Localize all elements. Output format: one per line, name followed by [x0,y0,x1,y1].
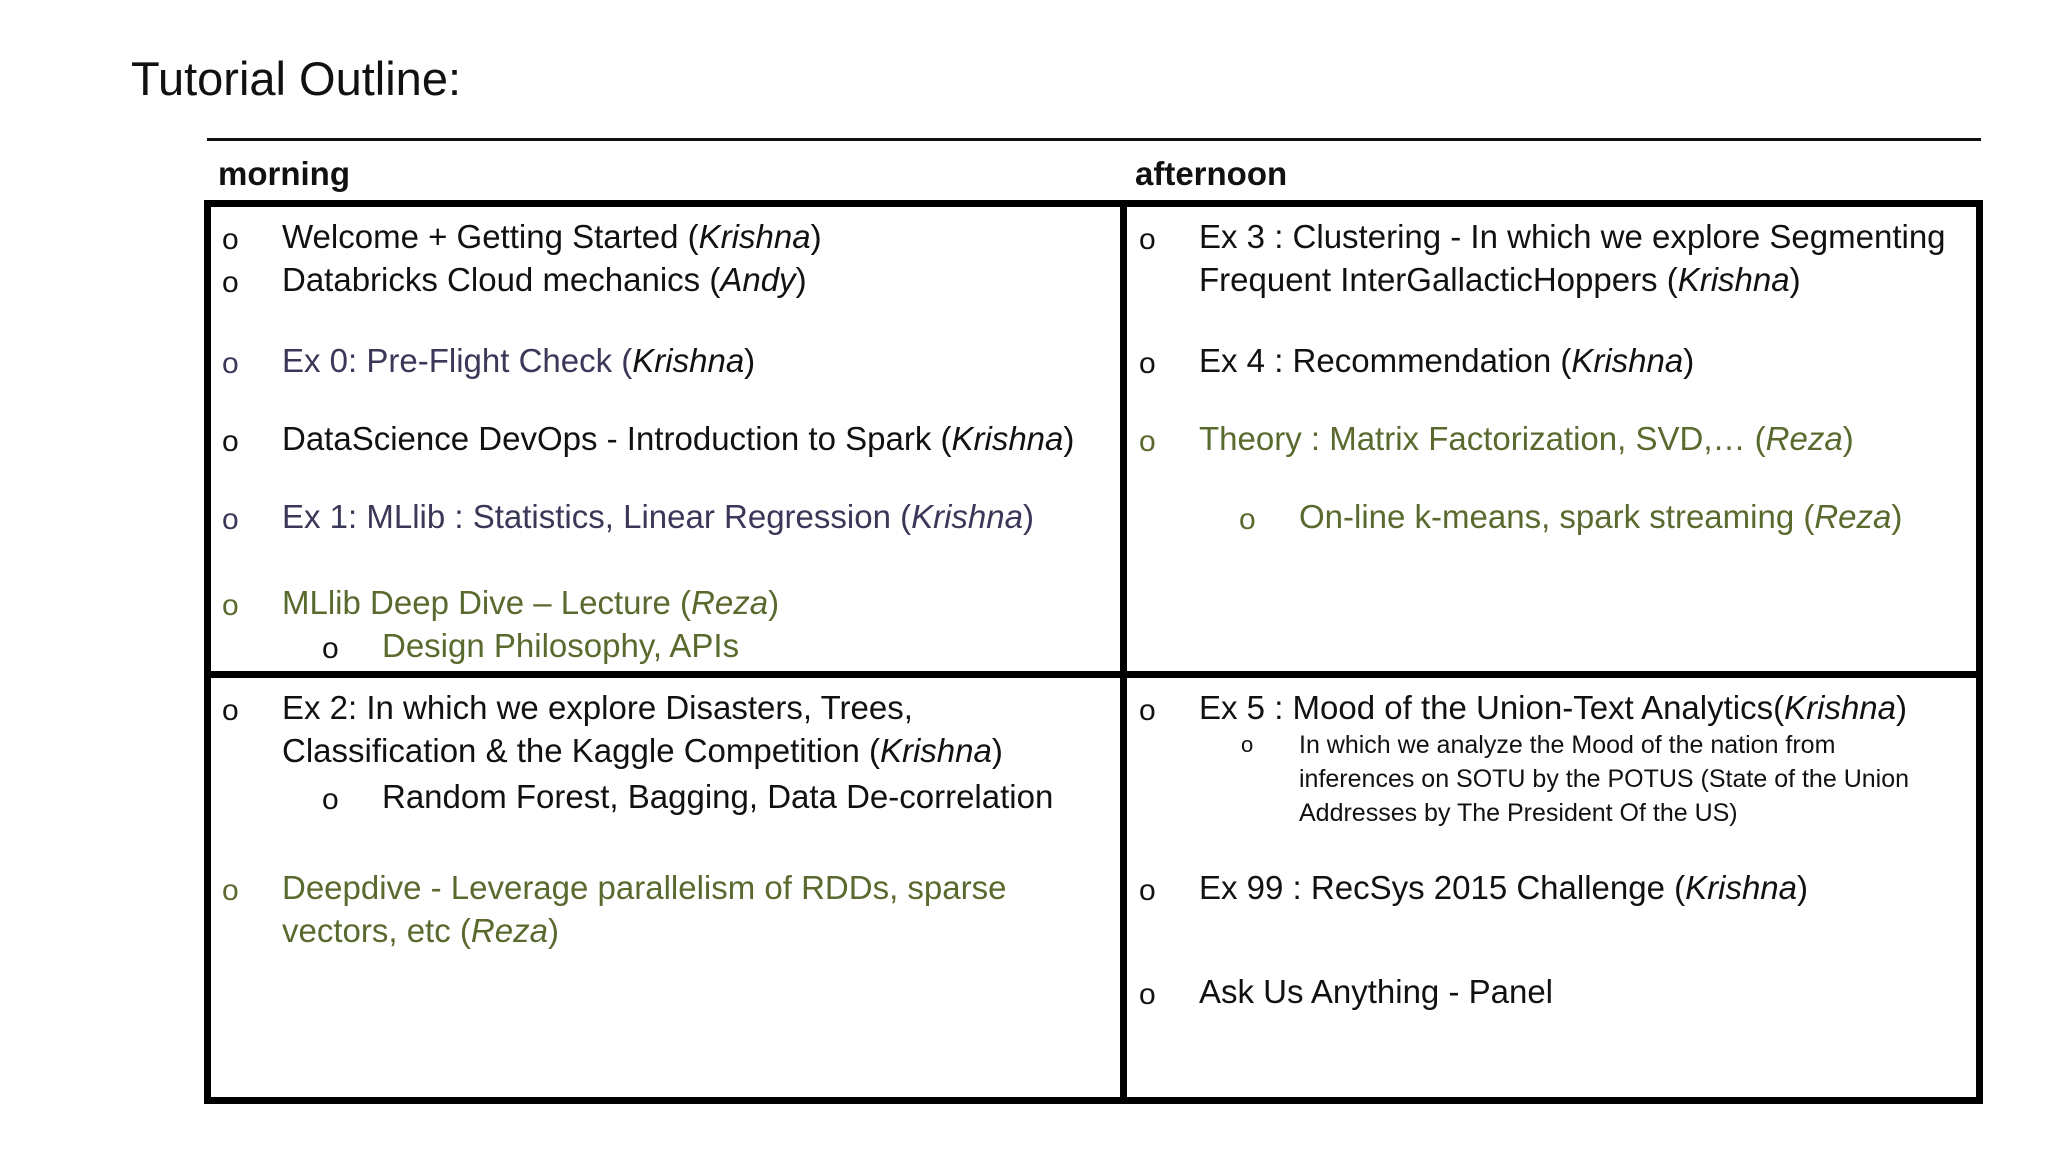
presenter-name: Krishna [1685,869,1797,906]
presenter-name: Krishna [1784,689,1896,726]
column-header-morning: morning [218,155,350,192]
bullet-icon: o [1139,425,1156,458]
presenter-name: Krishna [951,420,1064,457]
column-divider [1120,200,1127,1104]
bullet-icon: o [222,589,239,622]
page-title: Tutorial Outline: [131,52,462,105]
bullet-icon: o [1139,347,1156,380]
list-item: o Theory : Matrix Factorization, SVD,… (Reza) [1199,417,1854,460]
bullet-icon: o [222,503,239,536]
presenter-name: Krishna [879,732,992,769]
presenter-name: Reza [1814,498,1892,535]
presenter-name: Krishna [632,342,745,379]
bullet-icon: o [1139,694,1156,727]
bullet-icon: o [222,694,239,727]
list-item: o Welcome + Getting Started (Krishna) [282,215,822,258]
presenter-name: Andy [720,261,796,298]
presenter-name: Krishna [911,498,1023,535]
row-divider [204,671,1983,678]
bullet-icon: o [222,874,239,907]
bullet-icon: o [222,347,239,380]
sub-list-item: o In which we analyze the Mood of the nation from inferences on SOTU by the POTUS (State of the Union Addresses by The President Of the US) [1299,728,1909,830]
sub-list-item: o Design Philosophy, APIs [382,624,739,667]
bullet-icon: o [322,632,339,665]
bullet-icon: o [322,783,339,816]
bullet-icon: o [1139,223,1156,256]
list-item: o DataScience DevOps - Introduction to Spark (Krishna) [282,417,1074,460]
presenter-name: Reza [691,584,769,621]
column-header-afternoon: afternoon [1135,155,1288,192]
list-item: o Ex 1: MLlib : Statistics, Linear Regression (Krishna) [282,495,1034,538]
list-item: o Ex 0: Pre-Flight Check (Krishna) [282,339,755,382]
bullet-icon: o [1139,874,1156,907]
list-item: o MLlib Deep Dive – Lecture (Reza) [282,581,779,624]
list-item: o Ex 4 : Recommendation (Krishna) [1199,339,1694,382]
list-item: o Ex 99 : RecSys 2015 Challenge (Krishna) [1199,866,1808,909]
bullet-icon: o [1239,503,1256,536]
presenter-name: Krishna [698,218,811,255]
title-rule [207,138,1981,141]
sub-list-item: o On-line k-means, spark streaming (Reza) [1299,495,1902,538]
presenter-name: Reza [470,912,548,949]
bullet-icon: o [1139,978,1156,1011]
list-item: o Ex 3 : Clustering - In which we explore Segmenting Frequent InterGallacticHoppers (Krishna) [1139,218,1946,298]
bullet-icon: o [222,266,239,299]
bullet-icon: o [222,223,239,256]
list-item: o Databricks Cloud mechanics (Andy) [282,258,807,301]
sub-list-item: o Random Forest, Bagging, Data De-correlation [382,775,1053,818]
presenter-name: Reza [1765,420,1843,457]
list-item: o Ex 2: In which we explore Disasters, Trees, Classification & the Kaggle Competition (Krishna) [222,689,1003,769]
presenter-name: Krishna [1571,342,1684,379]
presenter-name: Krishna [1677,261,1790,298]
list-item: o Ex 5 : Mood of the Union-Text Analytics(Krishna) [1199,686,1907,729]
bullet-icon: o [1241,732,1254,757]
list-item: o Deepdive - Leverage parallelism of RDDs, sparse vectors, etc (Reza) [222,869,1007,949]
bullet-icon: o [222,425,239,458]
list-item: o Ask Us Anything - Panel [1199,970,1553,1013]
